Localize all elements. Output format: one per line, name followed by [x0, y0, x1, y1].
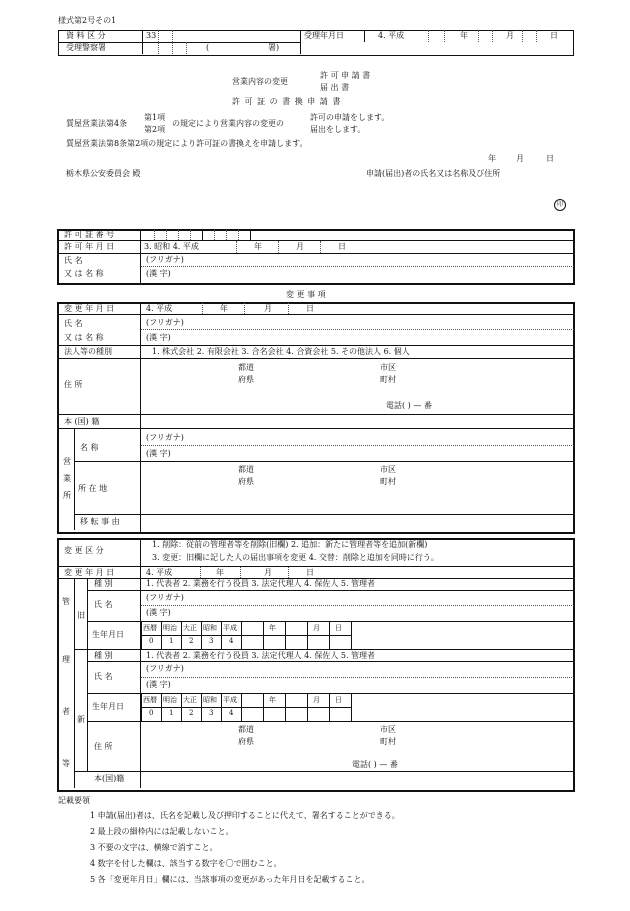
- new-address-label: 住 所: [94, 742, 113, 751]
- era-label: 西暦: [143, 696, 157, 704]
- era-number: 1: [169, 709, 174, 717]
- change-phone: 電話( ) — 番: [386, 401, 432, 410]
- license-furigana: (フリガナ): [146, 255, 184, 264]
- era-label: 明治: [163, 696, 177, 704]
- statement-middle: の規定により営業内容の変更の: [172, 119, 284, 128]
- license-kanji: (漢 字): [146, 269, 171, 278]
- side-char-4: 等: [62, 759, 70, 768]
- new-kind-label: 種 別: [94, 651, 113, 660]
- office-char-1: 営: [63, 457, 71, 466]
- birth-unit: 年: [269, 696, 276, 704]
- new-name-label: 氏 名: [94, 672, 113, 681]
- change-address-label: 住 所: [64, 380, 83, 389]
- old-kanji: (漢 字): [146, 608, 171, 617]
- new-kanji: (漢 字): [146, 680, 171, 689]
- received-era: 4. 平成: [378, 31, 405, 40]
- title-prefix: 営業内容の変更: [232, 77, 288, 86]
- chouson-text: 町村: [380, 375, 396, 384]
- change-heading: 変 更 事 項: [286, 290, 326, 299]
- note-3: 3 不要の文字は、横線で消すこと。: [90, 843, 218, 852]
- license-no-label: 許 可 証 番 号: [64, 230, 115, 239]
- statement-option-a: 許可の申請をします。: [310, 113, 390, 122]
- domicile-label: 本 (国) 籍: [64, 417, 100, 426]
- era-label: 明治: [163, 624, 177, 632]
- license-date-label: 許 可 年 月 日: [64, 242, 115, 251]
- license-block: [57, 229, 575, 285]
- manager-block: [57, 538, 575, 792]
- office-address-label: 所 在 地: [78, 484, 108, 493]
- era-label: 西暦: [143, 624, 157, 632]
- relocation-label: 移 転 事 由: [80, 517, 120, 526]
- era-label: 大正: [183, 624, 197, 632]
- office-chouson: 町村: [380, 477, 396, 486]
- fuken-text: 府県: [238, 375, 254, 384]
- office-char-3: 所: [63, 491, 71, 500]
- era-number: 4: [229, 709, 234, 717]
- mgr-todo: 都道: [238, 725, 254, 734]
- corp-type-label: 法人等の種別: [64, 347, 112, 356]
- form-number: 様式第2号その1: [58, 16, 117, 25]
- era-number: 1: [169, 637, 174, 645]
- new-birth-label: 生年月日: [92, 702, 124, 711]
- change-kanji: (漢 字): [146, 333, 171, 342]
- birth-unit: 月: [313, 696, 320, 704]
- era-label: 昭和: [203, 624, 217, 632]
- new-furigana: (フリガナ): [146, 664, 184, 673]
- date-day: 日: [546, 154, 554, 163]
- mgr-shiku: 市区: [380, 725, 396, 734]
- era-label: 平成: [223, 696, 237, 704]
- date-month: 月: [516, 154, 524, 163]
- new-kinds: 1. 代表者 2. 業務を行う役員 3. 法定代理人 4. 保佐人 5. 管理者: [146, 651, 376, 660]
- seal-mark: 印: [554, 199, 566, 211]
- side-char-1: 管: [62, 597, 70, 606]
- era-number: 3: [209, 709, 214, 717]
- change-date-era: 4. 平成: [146, 304, 173, 313]
- office-shiku: 市区: [380, 465, 396, 474]
- data-category-label: 資 料 区 分: [66, 31, 106, 40]
- change-type-label: 変 更 区 分: [64, 546, 104, 555]
- era-number: 4: [229, 637, 234, 645]
- title-line2: 許 可 証 の 書 換 申 請 書: [232, 97, 342, 106]
- todo-text: 都道: [238, 363, 254, 372]
- change-name-label-2: 又 は 名 称: [64, 333, 104, 342]
- change-furigana: (フリガナ): [146, 318, 184, 327]
- era-number: 2: [189, 637, 194, 645]
- change-type-2: 3. 変更：旧欄に記した人の届出事項を変更 4. 交替：削除と追加を同時に行う。: [152, 553, 439, 562]
- statement-para1: 第1項: [144, 113, 166, 122]
- old-label: 旧: [77, 611, 85, 620]
- birth-unit: 年: [269, 624, 276, 632]
- change-type-1: 1. 削除：従前の管理者等を削除(旧欄) 2. 追加：新たに管理者等を追加(新欄): [152, 540, 428, 549]
- notes-heading: 記載要領: [58, 796, 90, 805]
- era-number: 3: [209, 637, 214, 645]
- manager-change-date-label: 変 更 年 月 日: [64, 568, 115, 577]
- office-kanji: (漢 字): [146, 449, 171, 458]
- note-1: 1 申請(届出)者は、氏名を記載し及び押印することに代えて、署名することができる。: [90, 811, 400, 820]
- mgr-fuken: 府県: [238, 737, 254, 746]
- shiku-text: 市区: [380, 363, 396, 372]
- old-kinds: 1. 代表者 2. 業務を行う役員 3. 法定代理人 4. 保佐人 5. 管理者: [146, 579, 376, 588]
- birth-unit: 月: [313, 624, 320, 632]
- title-option-b: 届 出 書: [320, 83, 350, 92]
- applicant-label: 申請(届出)者の氏名又は名称及び住所: [366, 169, 501, 178]
- received-day-unit: 日: [550, 31, 558, 40]
- era-number: 0: [149, 709, 154, 717]
- received-date-label: 受理年月日: [304, 31, 344, 40]
- mgr-phone: 電話( ) — 番: [352, 760, 398, 769]
- statement-para2: 第2項: [144, 125, 166, 134]
- mgr-domicile-label: 本(国)籍: [94, 774, 125, 783]
- office-furigana: (フリガナ): [146, 433, 184, 442]
- statement-line2: 質屋営業法第8条第2項の規定により許可証の書換えを申請します。: [66, 139, 308, 148]
- office-char-2: 業: [63, 474, 71, 483]
- corp-types: 1. 株式会社 2. 有限会社 3. 合名会社 4. 合資会社 5. その他法人 6. 個人: [152, 347, 410, 356]
- addressee: 栃木県公安委員会 殿: [66, 169, 141, 178]
- statement-law-prefix: 質屋営業法第4条: [66, 119, 128, 128]
- birth-unit: 日: [335, 624, 342, 632]
- side-char-2: 理: [62, 655, 70, 664]
- received-month-unit: 月: [506, 31, 514, 40]
- data-category-value: 33: [146, 31, 157, 40]
- title-option-a: 許 可 申 請 書: [320, 71, 371, 80]
- date-year: 年: [488, 154, 496, 163]
- birth-unit: 日: [335, 696, 342, 704]
- old-name-label: 氏 名: [94, 600, 113, 609]
- received-year-unit: 年: [460, 31, 468, 40]
- office-todo: 都道: [238, 465, 254, 474]
- side-char-3: 者: [62, 707, 70, 716]
- license-name-label-2: 又 は 名 称: [64, 269, 104, 278]
- change-date-label: 変 更 年 月 日: [64, 304, 115, 313]
- era-number: 0: [149, 637, 154, 645]
- era-label: 昭和: [203, 696, 217, 704]
- manager-change-date-era: 4. 平成: [146, 568, 173, 577]
- license-date-era: 3. 昭和 4. 平成: [144, 242, 199, 251]
- mgr-chouson: 町村: [380, 737, 396, 746]
- old-birth-label: 生年月日: [92, 630, 124, 639]
- police-station-prefix: (: [206, 43, 210, 52]
- police-station-suffix: 署): [268, 43, 280, 52]
- note-2: 2 最上段の細枠内には記載しないこと。: [90, 827, 234, 836]
- note-4: 4 数字を付した欄は、該当する数字を〇で囲むこと。: [90, 859, 282, 868]
- era-label: 大正: [183, 696, 197, 704]
- statement-option-b: 届出をします。: [310, 125, 366, 134]
- office-name-label: 名 称: [80, 443, 99, 452]
- note-5: 5 各「変更年月日」欄には、当該事項の変更があった年月日を記載すること。: [90, 875, 370, 884]
- old-furigana: (フリガナ): [146, 593, 184, 602]
- new-label: 新: [77, 715, 85, 724]
- old-kind-label: 種 別: [94, 579, 113, 588]
- police-station-label: 受理警察署: [66, 43, 106, 52]
- era-label: 平成: [223, 624, 237, 632]
- license-name-label-1: 氏 名: [64, 256, 83, 265]
- change-block: [57, 302, 575, 534]
- change-name-label-1: 氏 名: [64, 319, 83, 328]
- era-number: 2: [189, 709, 194, 717]
- office-fuken: 府県: [238, 477, 254, 486]
